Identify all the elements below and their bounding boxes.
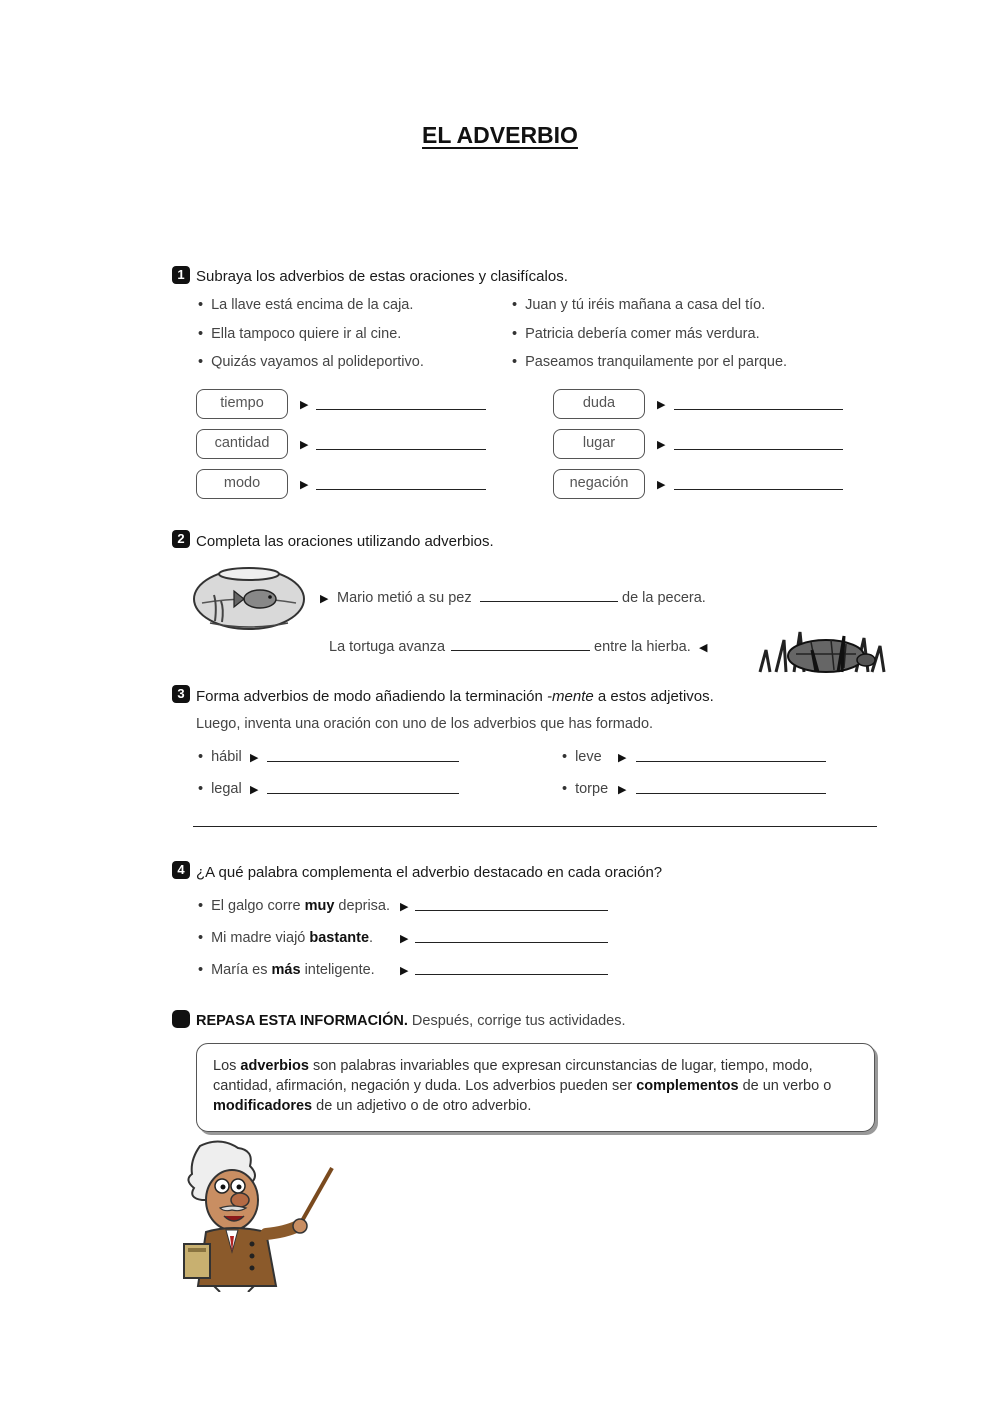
sentence-2a-before: Mario metió a su pez: [337, 590, 472, 606]
sentence-answer-line[interactable]: [193, 826, 877, 827]
arrow-right-icon: ▶: [300, 439, 309, 451]
sentence-item: • Juan y tú iréis mañana a casa del tío.: [512, 297, 765, 313]
answer-line-habil[interactable]: [267, 761, 459, 762]
sentence-2b-before: La tortuga avanza: [329, 639, 446, 655]
professor-illustration-icon: [180, 1140, 340, 1292]
exercise-1-number: 1: [172, 266, 190, 284]
review-info-box: Los adverbios son palabras invariables que expresan circunstancias de lugar, tiempo, modo, cantidad, afirmación, negación y duda. Los adverbios pueden ser complementos de un verbo o modificadores de un adjetivo o de otro adverbio.: [196, 1043, 875, 1132]
adjective-item: • hábil: [198, 749, 242, 765]
answer-line-torpe[interactable]: [636, 793, 826, 794]
answer-line-4c[interactable]: [415, 974, 608, 975]
review-heading: REPASA ESTA INFORMACIÓN. Después, corrige tus actividades.: [196, 1013, 626, 1029]
answer-line-cantidad[interactable]: [316, 449, 486, 450]
arrow-right-icon: ▶: [400, 965, 409, 977]
sentence-item: • La llave está encima de la caja.: [198, 297, 413, 313]
answer-line-4a[interactable]: [415, 910, 608, 911]
answer-line-4b[interactable]: [415, 942, 608, 943]
answer-line-2a[interactable]: [480, 601, 618, 602]
sentence-item: • Ella tampoco quiere ir al cine.: [198, 326, 401, 342]
arrow-right-icon: ▶: [618, 752, 627, 764]
answer-line-tiempo[interactable]: [316, 409, 486, 410]
arrow-right-icon: ▶: [300, 479, 309, 491]
category-cantidad: cantidad: [196, 429, 288, 459]
answer-line-negacion[interactable]: [674, 489, 843, 490]
arrow-left-icon: ◀: [699, 642, 708, 654]
arrow-right-icon: ▶: [400, 901, 409, 913]
arrow-right-icon: ▶: [657, 479, 666, 491]
exercise-2-heading: Completa las oraciones utilizando adverbios.: [196, 533, 494, 550]
arrow-right-icon: ▶: [300, 399, 309, 411]
exercise-2-number: 2: [172, 530, 190, 548]
adjective-item: • legal: [198, 781, 242, 797]
category-modo: modo: [196, 469, 288, 499]
arrow-right-icon: ▶: [320, 593, 329, 605]
answer-line-duda[interactable]: [674, 409, 843, 410]
turtle-in-grass-icon: [756, 610, 888, 678]
exercise-3-heading: Forma adverbios de modo añadiendo la terminación -mente a estos adjetivos.: [196, 688, 714, 705]
answer-line-lugar[interactable]: [674, 449, 843, 450]
arrow-right-icon: ▶: [250, 784, 259, 796]
answer-line-leve[interactable]: [636, 761, 826, 762]
adjective-item: • torpe: [562, 781, 608, 797]
adverb-sentence: • María es más inteligente.: [198, 962, 375, 978]
sentence-item: • Quizás vayamos al polideportivo.: [198, 354, 424, 370]
adverb-sentence: • Mi madre viajó bastante.: [198, 930, 373, 946]
arrow-right-icon: ▶: [657, 399, 666, 411]
arrow-right-icon: ▶: [400, 933, 409, 945]
review-bullet-icon: [172, 1010, 190, 1028]
sentence-2a-after: de la pecera.: [622, 590, 706, 606]
answer-line-modo[interactable]: [316, 489, 486, 490]
adverb-sentence: • El galgo corre muy deprisa.: [198, 898, 390, 914]
answer-line-2b[interactable]: [451, 650, 590, 651]
category-negacion: negación: [553, 469, 645, 499]
arrow-right-icon: ▶: [618, 784, 627, 796]
sentence-item: • Paseamos tranquilamente por el parque.: [512, 354, 787, 370]
exercise-1-heading: Subraya los adverbios de estas oraciones y clasifícalos.: [196, 268, 568, 285]
sentence-2b-after: entre la hierba.: [594, 639, 691, 655]
adjective-item: • leve: [562, 749, 602, 765]
arrow-right-icon: ▶: [250, 752, 259, 764]
answer-line-legal[interactable]: [267, 793, 459, 794]
arrow-right-icon: ▶: [657, 439, 666, 451]
category-lugar: lugar: [553, 429, 645, 459]
exercise-3-subheading: Luego, inventa una oración con uno de los adverbios que has formado.: [196, 716, 654, 732]
category-tiempo: tiempo: [196, 389, 288, 419]
category-duda: duda: [553, 389, 645, 419]
exercise-4-number: 4: [172, 861, 190, 879]
fishbowl-icon: [190, 565, 308, 631]
exercise-3-number: 3: [172, 685, 190, 703]
sentence-item: • Patricia debería comer más verdura.: [512, 326, 760, 342]
page-title: EL ADVERBIO: [422, 122, 578, 148]
exercise-4-heading: ¿A qué palabra complementa el adverbio destacado en cada oración?: [196, 864, 663, 881]
